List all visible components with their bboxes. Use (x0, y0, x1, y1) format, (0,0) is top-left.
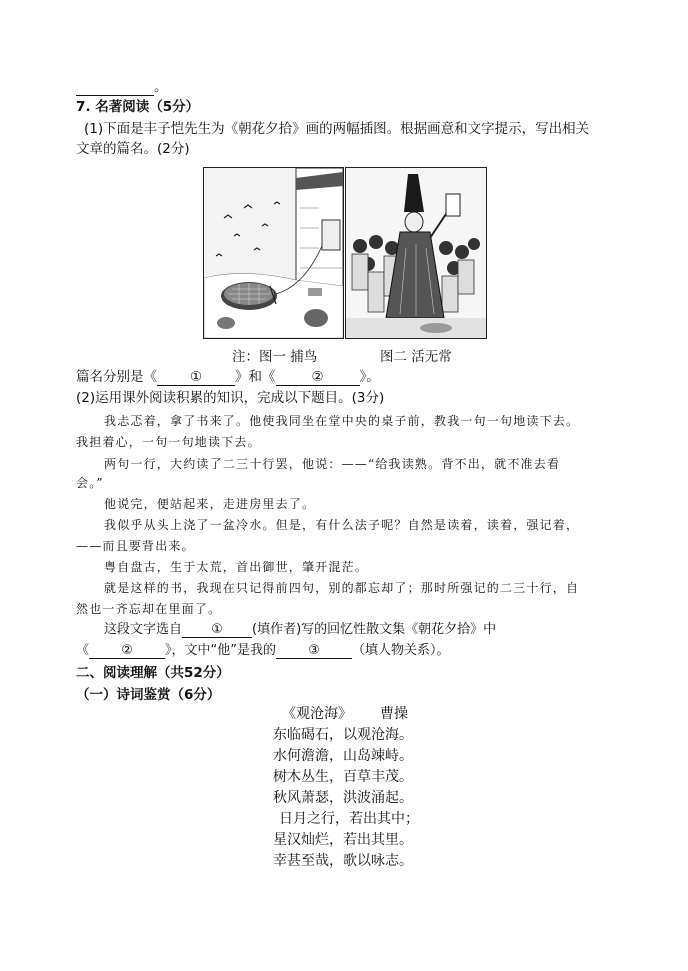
passage-line-10: 然也一齐忘却在里面了。 (76, 602, 222, 616)
caption-figure-2: 图二 活无常 (380, 349, 452, 365)
passage-line-3: 两句一行，大约读了二三十行罢，他说：——“给我读熟。背不出，就不准去看 (104, 457, 561, 471)
poem-line-4: 秋风萧瑟，洪波涌起。 (273, 790, 413, 806)
poem-line-1: 东临碣石，以观沧海。 (273, 727, 413, 743)
poem-line-7: 幸甚至哉，歌以咏志。 (273, 853, 413, 869)
question-7-part1-line2: 文章的篇名。(2分) (76, 141, 190, 157)
passage-line-7: ——而且要背出来。 (76, 539, 195, 553)
section-2-subtitle: （一）诗词鉴赏（6分） (76, 687, 221, 703)
section-2-title: 二、阅读理解（共52分） (76, 665, 230, 681)
passage-line-8: 粤自盘古，生于太荒，首出御世，肇开混茫。 (104, 560, 369, 574)
illustration-bird-catching (203, 167, 344, 339)
poem-title: 《观沧海》 (282, 706, 352, 722)
question-7-part2: (2)运用课外阅读积累的知识，完成以下题目。(3分) (76, 390, 385, 406)
blank-2: ② (276, 370, 360, 386)
answer-line (76, 80, 154, 96)
fill-line-2: 《 ② 》，文中“他”是我的 ③ （填人物关系）。 (76, 643, 450, 658)
illustration-wuchang (345, 167, 487, 339)
poem-author: 曹操 (380, 706, 408, 722)
previous-answer-blank: 。 (76, 78, 168, 96)
caption-figure-1: 注：图一 捕鸟 (232, 349, 318, 365)
blank-chapter: ② (89, 643, 165, 659)
passage-line-5: 他说完，便站起来，走进房里去了。 (104, 497, 316, 511)
question-7-part1-line1: (1)下面是丰子恺先生为《朝花夕拾》画的两幅插图。根据画意和文字提示，写出相关 (84, 121, 590, 137)
passage-line-4: 会。” (76, 476, 104, 490)
bird-catching-drawing (204, 168, 343, 338)
poem-line-3: 树木丛生，百草丰茂。 (273, 769, 413, 785)
passage-line-2: 我担着心，一句一句地读下去。 (76, 435, 261, 449)
poem-line-6: 星汉灿烂，若出其里。 (273, 832, 413, 848)
blank-relation: ③ (276, 643, 352, 659)
passage-line-6: 我似乎从头上浇了一盆冷水。但是，有什么法子呢？自然是读着，读着，强记着， (104, 518, 580, 532)
question-7-title: 7. 名著阅读（5分） (76, 99, 200, 115)
wuchang-drawing (346, 168, 486, 338)
fill-line-1: 这段文字选自 ① (填作者)写的回忆性散文集《朝花夕拾》中 (104, 622, 497, 637)
poem-line-2: 水何澹澹，山岛竦峙。 (273, 748, 413, 764)
passage-line-1: 我忐忑着，拿了书来了。他使我同坐在堂中央的桌子前，教我一句一句地读下去。 (104, 414, 580, 428)
blank-1: ① (157, 370, 235, 386)
chapter-names-line: 篇名分别是《 ① 》和《 ② 》。 (76, 369, 380, 385)
passage-line-9: 就是这样的书，我现在只记得前四句，别的都忘却了；那时所强记的二三十行，自 (104, 581, 580, 595)
blank-author: ① (182, 622, 252, 638)
poem-line-5: 日月之行，若出其中； (279, 811, 419, 827)
